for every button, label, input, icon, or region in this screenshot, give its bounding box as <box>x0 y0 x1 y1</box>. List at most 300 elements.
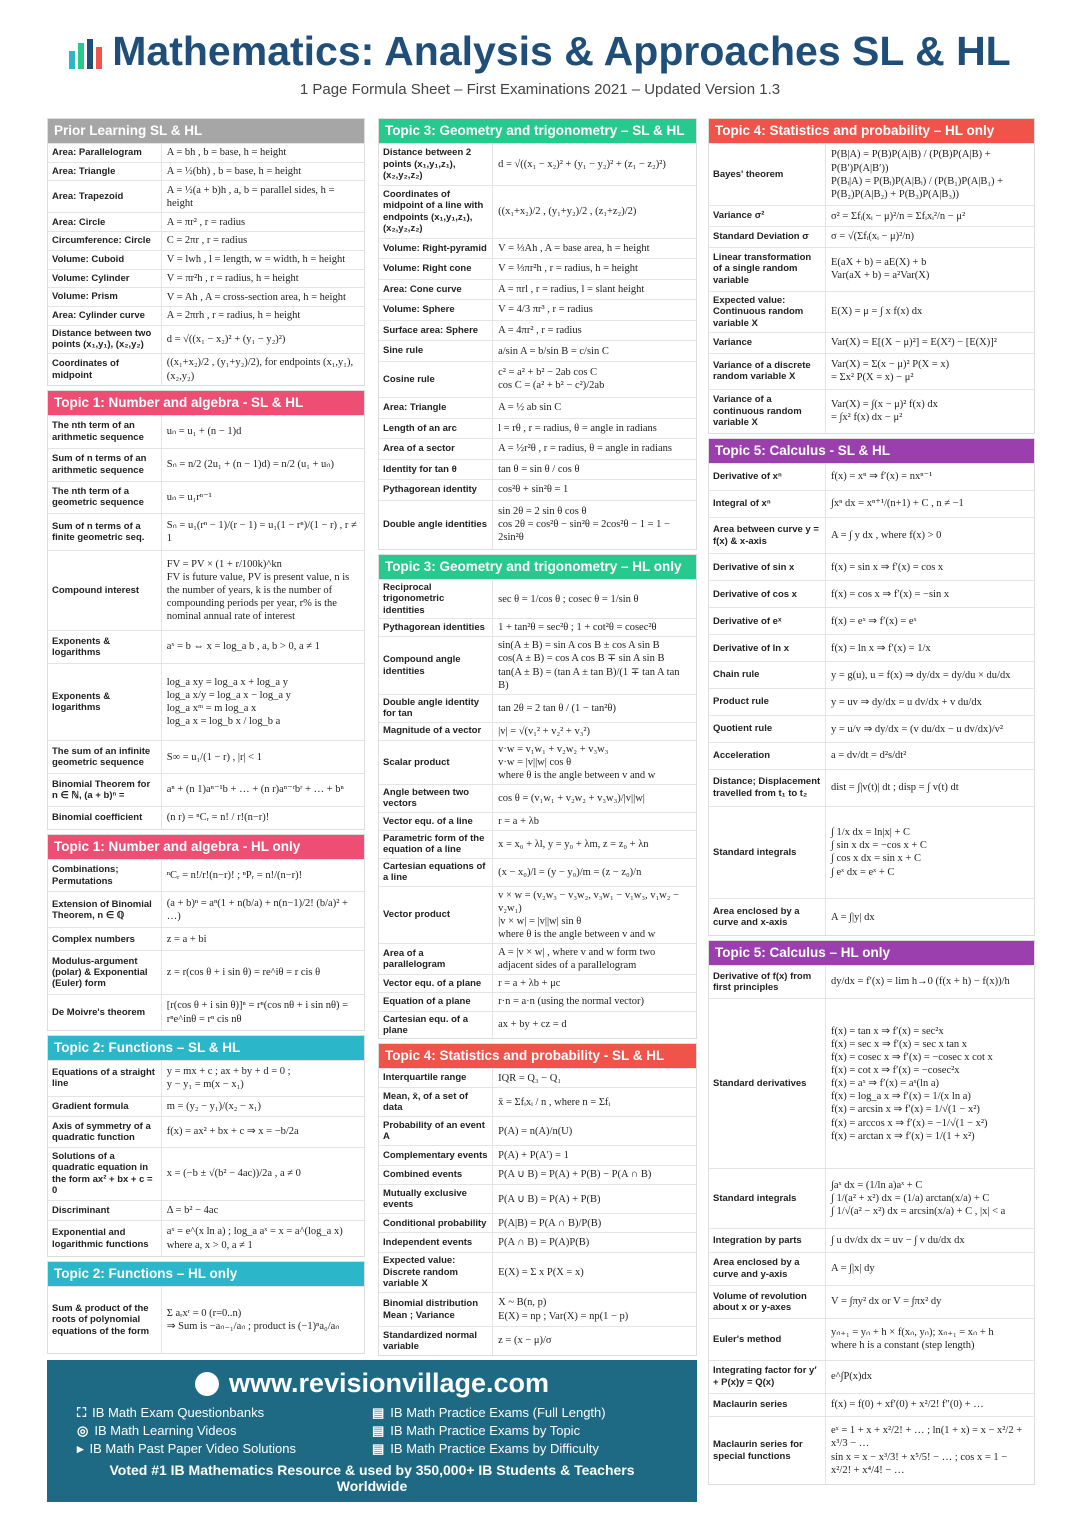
formula-section <box>378 118 697 550</box>
formula-label: Discriminant <box>48 1201 162 1220</box>
formula: [r(cos θ + i sin θ)]ⁿ = rⁿ(cos nθ + i sin nθ) = rⁿe^inθ = rⁿ cis nθ <box>166 1000 349 1025</box>
formula-row <box>48 950 364 994</box>
formula-row <box>379 974 696 992</box>
formula: V = πr²h , r = radius, h = height <box>166 272 299 284</box>
formula-label: Cartesian equations of a line <box>379 859 493 886</box>
formula-label: Linear transformation of a single random variable <box>709 248 826 291</box>
formula-label: Complex numbers <box>48 928 162 950</box>
formula: x = x₀ + λl, y = y₀ + λm, z = z₀ + λn <box>498 838 649 850</box>
formula-row <box>48 859 364 891</box>
formula-row <box>709 1228 1034 1251</box>
formula: Sₙ = n/2 (2u₁ + (n − 1)d) = n/2 (u₁ + uₙ) <box>166 459 334 471</box>
formula-section <box>708 118 1035 434</box>
formula-section <box>47 1035 365 1257</box>
formula-label: Area: Circle <box>48 213 162 231</box>
formula-row <box>709 247 1034 291</box>
formula: dy/dx = f′(x) = lim h→0 (f(x + h) − f(x))/h <box>831 976 1010 988</box>
formula: d = √((x₁ − x₂)² + (y₁ − y₂)²) <box>166 333 286 345</box>
formula: A = πr² , r = radius <box>166 216 246 228</box>
formula-label: Variance of a discrete random variable X <box>709 354 826 389</box>
formula-row <box>379 279 696 300</box>
formula-row <box>48 1096 364 1116</box>
formula-row <box>709 965 1034 998</box>
section-title: Topic 5: Calculus – HL only <box>709 941 1034 965</box>
formula-row <box>379 886 696 944</box>
formula-row <box>379 784 696 812</box>
formula: uₙ = u₁ + (n − 1)d <box>166 426 242 438</box>
formula-row <box>709 998 1034 1168</box>
formula-row <box>379 1292 696 1326</box>
formula: cos²θ + sin²θ = 1 <box>498 484 569 496</box>
formula-row <box>48 891 364 927</box>
formula-label: Coordinates of midpoint <box>48 354 162 385</box>
formula-row <box>379 618 696 636</box>
formula: P(A) = n(A)/n(U) <box>498 1125 573 1137</box>
footer-link[interactable]: ⛶ IB Math Exam Questionbanks <box>77 1405 265 1420</box>
formula-row <box>709 1168 1034 1228</box>
formula-label: Cartesian equ. of a plane <box>379 1012 493 1039</box>
formula: v × w = (v₂w₃ − v₃w₂, v₃w₁ − v₁w₃, v₁w₂ − v₂w₁) |v × w| = |v||w| sin θ where θ is the angle between v and w <box>498 889 679 940</box>
bulb-icon: ◎ <box>77 1423 89 1438</box>
formula: aⁿ + (n 1)aⁿ⁻¹b + … + (n r)aⁿ⁻ʳbʳ + … + bⁿ <box>166 784 344 796</box>
formula-row <box>48 143 364 162</box>
formula: A = ½(bh) , b = base, h = height <box>166 166 302 178</box>
formula-label: The nth term of a geometric sequence <box>48 482 162 514</box>
formula-row <box>379 418 696 439</box>
formula: y = uv ⇒ dy/dx = u dv/dx + v du/dx <box>831 696 982 708</box>
formula-row <box>379 579 696 618</box>
formula-label: Independent events <box>379 1233 493 1251</box>
formula-label: Pythagorean identities <box>379 619 493 636</box>
formula: P(A|B) = P(A ∩ B)/P(B) <box>498 1217 602 1229</box>
formula: l = rθ , r = radius, θ = angle in radians <box>498 422 657 434</box>
formula: σ = √(Σfᵢ(xᵢ − μ)²/n) <box>831 231 914 243</box>
formula-label: Product rule <box>709 689 826 715</box>
formula-label: Volume: Right-pyramid <box>379 239 493 259</box>
header <box>0 28 1080 98</box>
formula-row <box>379 1165 696 1184</box>
footer-link[interactable]: ◎ IB Math Learning Videos <box>77 1423 237 1438</box>
section-title: Topic 4: Statistics and probability – HL only <box>709 119 1034 143</box>
formula-row <box>709 389 1034 433</box>
section-title: Topic 5: Calculus - SL & HL <box>709 439 1034 463</box>
formula: z = r(cos θ + i sin θ) = re^iθ = r cis θ <box>166 967 321 979</box>
formula: ⁿCᵣ = n!/r!(n−r)! ; ⁿPᵣ = n!/(n−r)! <box>166 870 303 882</box>
formula-label: Surface area: Sphere <box>379 321 493 341</box>
formula-label: Conditional probability <box>379 1214 493 1232</box>
formula-label: Quotient rule <box>709 716 826 742</box>
formula-label: Variance of a continuous random variable X <box>709 390 826 433</box>
formula-row <box>379 185 696 238</box>
formula-row <box>48 740 364 773</box>
formula-label: Variance σ² <box>709 206 826 226</box>
formula-row <box>48 630 364 663</box>
formula: A = 4πr² , r = radius <box>498 324 582 336</box>
formula-row <box>379 992 696 1010</box>
footer-link[interactable]: ▸ IB Math Past Paper Video Solutions <box>77 1441 296 1456</box>
formula: σ² = Σfᵢ(xᵢ − μ)²/n = Σfᵢxᵢ²/n − μ² <box>831 210 966 222</box>
formula-section <box>378 1043 697 1356</box>
formula-row <box>709 715 1034 742</box>
formula: Σ aᵣxʳ = 0 (r=0..n) ⇒ Sum is −aₙ₋₁/aₙ ; product is (−1)ⁿa₀/aₙ <box>166 1307 340 1332</box>
formula-row <box>379 459 696 480</box>
formula: A = ½ ab sin C <box>498 402 562 414</box>
formula-label: Parametric form of the equation of a line <box>379 831 493 858</box>
formula: ((x₁+x₂)/2 , (y₁+y₂)/2), for endpoints (x₁,y₁), (x₂,y₂) <box>166 357 354 382</box>
formula: P(A ∪ B) = P(A) + P(B) − P(A ∩ B) <box>498 1169 652 1181</box>
footer-link[interactable]: ▤ IB Math Practice Exams by Topic <box>372 1423 581 1438</box>
formula: f(x) = cos x ⇒ f′(x) = −sin x <box>831 588 950 600</box>
formula-row <box>709 769 1034 806</box>
formula-label: Expected value: Discrete random variable X <box>379 1253 493 1292</box>
formula-row <box>709 661 1034 688</box>
formula-row <box>48 287 364 306</box>
formula: (a + b)ⁿ = aⁿ(1 + n(b/a) + n(n−1)/2! (b/a)² + …) <box>166 897 348 922</box>
formula: P(A ∩ B) = P(A)P(B) <box>498 1237 590 1249</box>
formula: sin 2θ = 2 sin θ cos θ cos 2θ = cos²θ − sin²θ = 2cos²θ − 1 = 1 − 2sin²θ <box>498 506 670 544</box>
formula-row <box>379 694 696 722</box>
formula-label: Binomial Theorem for n ∈ ℕ, (a + b)ⁿ = <box>48 774 162 806</box>
formula-row <box>48 806 364 829</box>
formula-row <box>379 320 696 341</box>
formula: P(B|A) = P(B)P(A|B) / (P(B)P(A|B) + P(B′)P(A|B′)) P(Bᵢ|A) = P(Bᵢ)P(A|Bᵢ) / (P(B₁)P(A|B₁) + P(B₂)P(A|B₂) + P(B₃)P(A|B₃)) <box>831 149 1004 200</box>
formula-row <box>48 353 364 385</box>
formula-label: Exponents & logarithms <box>48 664 162 740</box>
section-title: Topic 3: Geometry and trigonometry – SL & HL <box>379 119 696 143</box>
formula-row <box>379 238 696 259</box>
logo-icon <box>69 35 102 69</box>
formula-row <box>709 1393 1034 1416</box>
footer-link[interactable]: ▤ IB Math Practice Exams by Difficulty <box>372 1441 599 1456</box>
section-title: Topic 2: Functions – SL & HL <box>48 1036 364 1060</box>
formula-label: De Moivre's theorem <box>48 995 162 1030</box>
formula-row <box>48 448 364 481</box>
formula: 1 + tan²θ = sec²θ ; 1 + cot²θ = cosec²θ <box>498 622 657 634</box>
formula-section <box>47 118 365 386</box>
formula-label: Area enclosed by a curve and y-axis <box>709 1253 826 1285</box>
formula-row <box>709 688 1034 715</box>
section-title: Topic 3: Geometry and trigonometry – HL only <box>379 555 696 579</box>
formula: ∫ u dv/dx dx = uv − ∫ v du/dx dx <box>831 1235 965 1247</box>
formula-label: Solutions of a quadratic equation in the form ax² + bx + c = 0 <box>48 1148 162 1200</box>
formula: f(x) = tan x ⇒ f′(x) = sec²x f(x) = sec x ⇒ f′(x) = sec x tan x f(x) = cosec x ⇒ f′(x) = −cosec x cot x f(x) = cot x ⇒ f′(x) = −cosec²x f(x) = aˣ ⇒ f′(x) = aˣ(ln a) f(x) = log_a x ⇒ f′(x) = 1/(x ln a) f(x) = arcsin x ⇒ f′(x) = 1/√(1 − x²) f(x) = arccos x ⇒ f′(x) = −1/√(1 − x²) f(x) = arctan x ⇒ f′(x) = 1/(1 + x²) <box>831 1025 993 1142</box>
formula-label: Compound angle identities <box>379 637 493 694</box>
formula-label: Expected value: Continuous random variable X <box>709 292 826 333</box>
formula: m = (y₂ − y₁)/(x₂ − x₁) <box>166 1101 261 1113</box>
formula: r = a + λb <box>498 815 539 827</box>
formula-label: The nth term of an arithmetic sequence <box>48 416 162 448</box>
formula-row <box>379 812 696 830</box>
formula-label: Volume: Cylinder <box>48 270 162 288</box>
formula: (n r) = ⁿCᵣ = n! / r!(n−r)! <box>166 812 270 824</box>
formula-label: Volume: Cuboid <box>48 251 162 269</box>
formula-row <box>48 1200 364 1220</box>
formula-row <box>48 162 364 181</box>
formula: P(A) + P(A′) = 1 <box>498 1150 569 1161</box>
formula-row <box>379 299 696 320</box>
formula-label: Magnitude of a vector <box>379 723 493 740</box>
formula-label: Sine rule <box>379 341 493 361</box>
footer-link[interactable]: ▤ IB Math Practice Exams (Full Length) <box>372 1405 606 1420</box>
formula: f(x) = xⁿ ⇒ f′(x) = nxⁿ⁻¹ <box>831 471 933 483</box>
formula: sec θ = 1/cos θ ; cosec θ = 1/sin θ <box>498 593 639 605</box>
formula-row <box>709 291 1034 333</box>
section-title: Topic 1: Number and algebra - SL & HL <box>48 391 364 415</box>
formula-label: Binomial distribution Mean ; Variance <box>379 1293 493 1326</box>
formula-label: Area: Triangle <box>48 163 162 181</box>
formula: IQR = Q₃ − Q₁ <box>498 1072 562 1084</box>
formula-row <box>379 1326 696 1355</box>
formula-section <box>47 390 365 830</box>
formula: tan θ = sin θ / cos θ <box>498 463 580 475</box>
formula: P(A ∪ B) = P(A) + P(B) <box>498 1193 601 1205</box>
formula: A = bh , b = base, h = height <box>166 147 287 159</box>
formula-row <box>48 269 364 288</box>
formula-row <box>48 231 364 250</box>
formula-label: Circumference: Circle <box>48 232 162 250</box>
formula: e^∫P(x)dx <box>831 1371 873 1383</box>
formula: A = ∫|y| dx <box>831 911 875 923</box>
formula-label: Variance <box>709 333 826 353</box>
formula: d = √((x₁ − x₂)² + (y₁ − y₂)² + (z₁ − z₂)²) <box>498 158 666 170</box>
formula-label: Combined events <box>379 1166 493 1184</box>
formula-label: Reciprocal trigonometric identities <box>379 580 493 618</box>
formula: eˣ = 1 + x + x²/2! + … ; ln(1 + x) = x − x²/2 + x³/3 − … sin x = x − x³/3! + x⁵/5! − … ; cos x = 1 − x²/2! + x⁴/4! − … <box>831 1425 1023 1476</box>
formula-row <box>709 517 1034 554</box>
formula-row <box>379 397 696 418</box>
formula-row <box>709 553 1034 580</box>
formula-label: Area: Parallelogram <box>48 144 162 162</box>
formula-section <box>47 1261 365 1354</box>
formula-label: Euler's method <box>709 1319 826 1360</box>
formula-row <box>48 212 364 231</box>
formula-row <box>48 1147 364 1200</box>
formula-label: Equation of a plane <box>379 993 493 1010</box>
formula-row <box>709 332 1034 353</box>
formula-row <box>709 1285 1034 1318</box>
formula: Δ = b² − 4ac <box>166 1204 219 1216</box>
formula-row <box>379 858 696 886</box>
subtitle: 1 Page Formula Sheet – First Examinations 2021 – Updated Version 1.3 <box>299 81 781 98</box>
formula: f(x) = ln x ⇒ f′(x) = 1/x <box>831 642 931 654</box>
formula-row <box>48 773 364 806</box>
formula-label: Maclaurin series for special functions <box>709 1417 826 1484</box>
formula: A = ½(a + b)h , a, b = parallel sides, h = height <box>166 184 335 209</box>
formula-row <box>709 580 1034 607</box>
formula-row <box>48 306 364 325</box>
formula-row <box>379 479 696 500</box>
formula: A = ∫|x| dy <box>831 1263 875 1275</box>
formula: A = |v × w| , where v and w form two adjacent sides of a parallelogram <box>498 947 656 972</box>
formula-row <box>379 1232 696 1251</box>
formula-row <box>379 1116 696 1145</box>
formula-label: Standard Deviation σ <box>709 227 826 247</box>
section-title: Topic 4: Statistics and probability - SL & HL <box>379 1044 696 1068</box>
formula: y = mx + c ; ax + by + d = 0 ; y − y₁ = m(x − x₁) <box>166 1066 291 1091</box>
formula-label: Area of a sector <box>379 439 493 459</box>
formula-row <box>379 1068 696 1087</box>
formula: (x − x₀)/l = (y − y₀)/m = (z − z₀)/n <box>498 866 642 878</box>
formula-row <box>709 226 1034 247</box>
formula-label: Acceleration <box>709 743 826 769</box>
formula-row <box>709 898 1034 935</box>
formula-row <box>48 513 364 549</box>
tagline: Voted #1 IB Mathematics Resource & used by 350,000+ IB Students & Teachers Worldwide <box>109 1462 635 1494</box>
formula-label: Area: Cylinder curve <box>48 307 162 325</box>
formula: A = πrl , r = radius, l = slant height <box>498 283 645 295</box>
formula-label: Standard integrals <box>709 1169 826 1228</box>
formula: z = (x − μ)/σ <box>498 1335 552 1347</box>
formula-row <box>48 415 364 448</box>
formula: FV = PV × (1 + r/100k)^kn FV is future value, PV is present value, n is the number of years, k is the number of compounding periods per year, r% is the nominal annual rate of interest <box>166 558 350 623</box>
formula: V = lwh , l = length, w = width, h = height <box>166 254 346 266</box>
formula: Var(X) = E[(X − μ)²] = E(X²) − [E(X)]² <box>831 337 997 349</box>
footer-banner <box>47 1360 697 1502</box>
formula-row <box>48 250 364 269</box>
formula-row <box>379 340 696 361</box>
formula-row <box>379 361 696 397</box>
formula-label: Double angle identities <box>379 501 493 549</box>
formula: Sₙ = u₁(rⁿ − 1)/(r − 1) = u₁(1 − rⁿ)/(1 − r) , r ≠ 1 <box>166 519 357 544</box>
formula-label: Derivative of xⁿ <box>709 464 826 490</box>
formula-label: The sum of an infinite geometric sequence <box>48 741 162 773</box>
formula-row <box>379 1252 696 1292</box>
formula-row <box>379 636 696 694</box>
formula: y = g(u), u = f(x) ⇒ dy/dx = dy/du × du/dx <box>831 669 1011 681</box>
formula-row <box>709 1360 1034 1393</box>
formula-label: Binomial coefficient <box>48 807 162 829</box>
formula: E(X) = μ = ∫ x f(x) dx <box>831 306 923 318</box>
formula: X ~ B(n, p) E(X) = np ; Var(X) = np(1 − p) <box>498 1297 629 1322</box>
formula-row <box>48 180 364 212</box>
formula-label: Length of an arc <box>379 419 493 439</box>
formula-label: Probability of an event A <box>379 1117 493 1145</box>
formula: Var(X) = ∫(x − μ)² f(x) dx = ∫x² f(x) dx − μ² <box>831 399 938 424</box>
formula-label: Derivative of sin x <box>709 554 826 580</box>
formula-label: Mean, x̄, of a set of data <box>379 1088 493 1116</box>
website-link[interactable]: www.revisionvillage.com <box>228 1368 550 1398</box>
formula-row <box>48 481 364 514</box>
formula: c² = a² + b² − 2ab cos C cos C = (a² + b² − c²)/2ab <box>498 367 605 392</box>
formula-row <box>48 1286 364 1353</box>
formula-label: Identity for tan θ <box>379 460 493 480</box>
formula-label: Area: Trapezoid <box>48 181 162 212</box>
formula-row <box>379 1145 696 1164</box>
formula: aˣ = e^(x ln a) ; log_a aˣ = x = a^(log_a x) where a, x > 0, a ≠ 1 <box>166 1226 343 1251</box>
formula: ax + by + cz = d <box>498 1019 567 1031</box>
formula-label: Chain rule <box>709 662 826 688</box>
formula-section <box>708 940 1035 1485</box>
play-icon: ▸ <box>77 1441 84 1456</box>
document-icon: ▤ <box>372 1405 385 1420</box>
formula-label: Derivative of ln x <box>709 635 826 661</box>
formula: x = (−b ± √(b² − 4ac))/2a , a ≠ 0 <box>166 1168 301 1179</box>
document-icon: ▤ <box>372 1423 385 1438</box>
formula: V = 4/3 πr³ , r = radius <box>498 304 593 316</box>
formula-row <box>709 353 1034 389</box>
section-title: Prior Learning SL & HL <box>48 119 364 143</box>
formula-label: Standard integrals <box>709 807 826 899</box>
formula: E(X) = Σ x P(X = x) <box>498 1266 584 1278</box>
formula-row <box>48 1060 364 1096</box>
formula-label: Volume of revolution about x or y-axes <box>709 1286 826 1318</box>
formula: V = ∫πy² dx or V = ∫πx² dy <box>831 1296 942 1308</box>
formula-label: Complementary events <box>379 1146 493 1164</box>
logo-icon <box>195 1372 219 1396</box>
formula: ((x₁+x₂)/2 , (y₁+y₂)/2 , (z₁+z₂)/2) <box>498 206 637 218</box>
formula-label: Axis of symmetry of a quadratic function <box>48 1117 162 1146</box>
formula-label: Combinations; Permutations <box>48 860 162 891</box>
formula-label: Double angle identity for tan <box>379 695 493 722</box>
formula-row <box>379 1011 696 1039</box>
formula-row <box>709 1416 1034 1484</box>
formula-label: Sum of n terms of an arithmetic sequence <box>48 449 162 481</box>
formula-row <box>379 1184 696 1213</box>
formula-label: Scalar product <box>379 741 493 784</box>
formula-label: Pythagorean identity <box>379 480 493 500</box>
formula: f(x) = ax² + bx + c ⇒ x = −b/2a <box>166 1126 299 1138</box>
formula-label: Area between curve y = f(x) & x-axis <box>709 518 826 554</box>
formula-row <box>48 994 364 1030</box>
formula: f(x) = eˣ ⇒ f′(x) = eˣ <box>831 615 917 627</box>
formula: tan 2θ = 2 tan θ / (1 − tan²θ) <box>498 702 616 714</box>
formula-label: Integration by parts <box>709 1229 826 1251</box>
formula-row <box>379 500 696 549</box>
formula: uₙ = u₁rⁿ⁻¹ <box>166 491 212 503</box>
section-title: Topic 1: Number and algebra - HL only <box>48 835 364 859</box>
formula: sin(A ± B) = sin A cos B ± cos A sin B cos(A ± B) = cos A cos B ∓ sin A sin B tan(A ± B) = (tan A ± tan B)/(1 ∓ tan A tan B) <box>498 640 680 691</box>
formula-label: Derivative of f(x) from first principles <box>709 966 826 998</box>
formula-label: Coordinates of midpoint of a line with endpoints (x₁,y₁,z₁), (x₂,y₂,z₂) <box>379 186 493 238</box>
formula-label: Area: Cone curve <box>379 280 493 300</box>
formula-label: Sum & product of the roots of polynomial equations of the form <box>48 1287 162 1353</box>
formula-label: Cosine rule <box>379 362 493 397</box>
formula-label: Standard derivatives <box>709 999 826 1168</box>
formula-row <box>379 740 696 784</box>
formula-label: Mutually exclusive events <box>379 1185 493 1213</box>
formula-row <box>48 1220 364 1256</box>
formula-row <box>48 663 364 740</box>
formula-label: Integral of xⁿ <box>709 491 826 517</box>
formula-row <box>709 463 1034 490</box>
formula: cos θ = (v₁w₁ + v₂w₂ + v₃w₃)/|v||w| <box>498 792 645 804</box>
formula-row <box>709 634 1034 661</box>
formula-label: Area: Triangle <box>379 398 493 418</box>
formula-label: Derivative of cos x <box>709 581 826 607</box>
formula: A = ∫ y dx , where f(x) > 0 <box>831 530 942 542</box>
formula-label: Gradient formula <box>48 1097 162 1116</box>
formula-label: Standardized normal variable <box>379 1327 493 1355</box>
formula-row <box>379 943 696 974</box>
formula: S∞ = u₁/(1 − r) , |r| < 1 <box>166 751 262 763</box>
formula: x̄ = Σfᵢxᵢ / n , where n = Σfᵢ <box>498 1096 611 1108</box>
page-title: Mathematics: Analysis & Approaches SL & HL <box>69 28 1010 75</box>
formula: a/sin A = b/sin B = c/sin C <box>498 345 609 357</box>
formula-label: Equations of a straight line <box>48 1061 162 1096</box>
formula-row <box>379 1087 696 1116</box>
formula: |v| = √(v₁² + v₂² + v₃²) <box>498 725 591 737</box>
formula-label: Distance between 2 points (x₁,y₁,z₁), (x₂,y₂,z₂) <box>379 144 493 185</box>
formula-label: Interquartile range <box>379 1069 493 1087</box>
formula-row <box>48 550 364 631</box>
formula: V = Ah , A = cross-section area, h = height <box>166 291 346 303</box>
document-icon: ▤ <box>372 1441 385 1456</box>
formula: yₙ₊₁ = yₙ + h × f(xₙ, yₙ); xₙ₊₁ = xₙ + h where h is a constant (step length) <box>831 1327 994 1352</box>
formula-row <box>709 806 1034 899</box>
formula: ∫aˣ dx = (1/ln a)aˣ + C ∫ 1/(a² + x²) dx = (1/a) arctan(x/a) + C ∫ 1/√(a² − x²) dx = arcsin(x/a) + C , |x| < a <box>831 1180 1006 1218</box>
formula: Var(X) = Σ(x − μ)² P(X = x) = Σx² P(X = x) − μ² <box>831 359 950 384</box>
formula: f(x) = sin x ⇒ f′(x) = cos x <box>831 561 944 573</box>
